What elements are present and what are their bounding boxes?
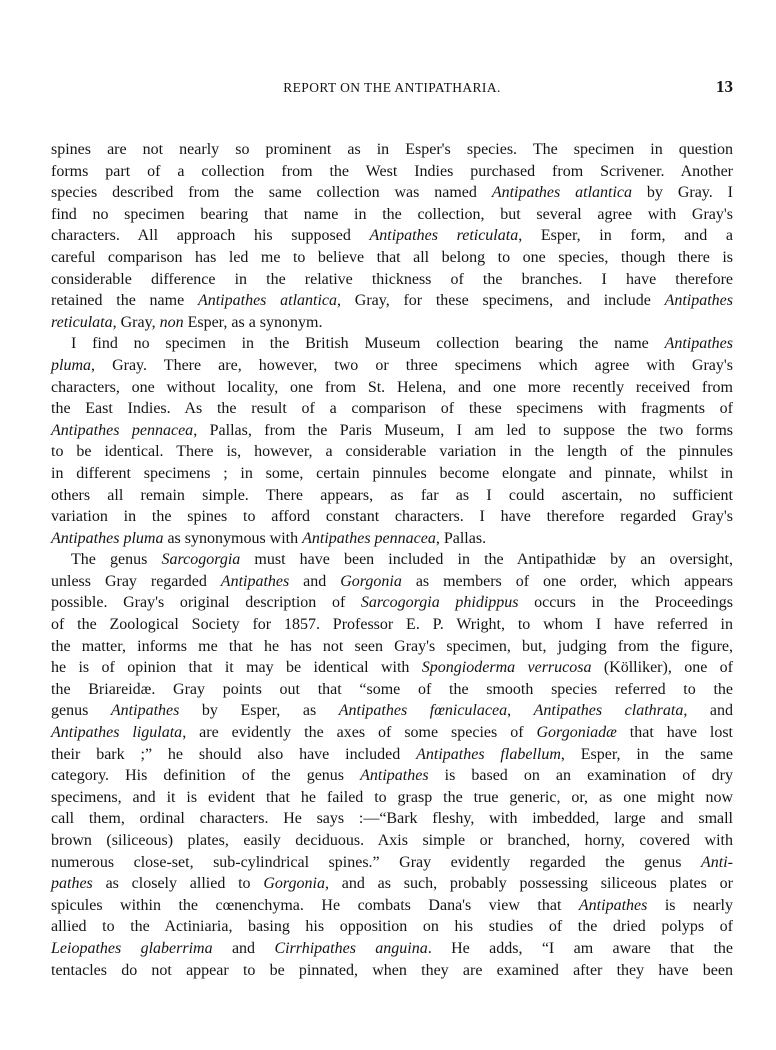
- text-run: . He adds, “I am aware that the: [427, 939, 734, 957]
- text-run: possible. Gray's original description of: [51, 594, 361, 612]
- text-line: [51, 916, 733, 938]
- text-run: ,: [507, 702, 534, 720]
- text-line: [51, 139, 733, 161]
- italic-text: Antipathes fœniculacea: [338, 702, 508, 720]
- text-run: forms part of a collection from the West Indies purchased from Scrivener. Another: [51, 162, 733, 180]
- italic-text: Antipathes: [664, 335, 733, 353]
- text-run: the East Indies. As the result of a comparison of these specimens with fragments of: [51, 400, 733, 418]
- text-run: , Pallas, from the Paris Museum, I am led to suppose the two forms: [193, 421, 733, 439]
- text-line: [51, 808, 733, 830]
- italic-text: Cirrhipathes anguina: [274, 939, 428, 957]
- text-run: to be identical. There is, however, a considerable variation in the length of the pinnules: [51, 443, 733, 461]
- text-line: [51, 873, 733, 895]
- text-line: [51, 700, 733, 722]
- text-run: that have lost: [616, 724, 734, 742]
- italic-text: reticulata: [51, 313, 113, 331]
- italic-text: Antipathes: [110, 702, 180, 720]
- text-run: considerable difference in the relative thickness of the branches. I have therefore: [51, 270, 733, 288]
- text-run: and: [212, 939, 275, 957]
- page-number: 13: [716, 77, 733, 96]
- text-run: spines are not nearly so prominent as in Esper's species. The specimen in question: [51, 141, 733, 158]
- italic-text: Spongioderma verrucosa: [421, 659, 592, 677]
- text-run: , are evidently the axes of some species of: [182, 724, 537, 742]
- text-run: genus: [51, 702, 111, 720]
- text-run: variation in the spines to afford constant characters. I have therefore regarded Gray's: [51, 508, 733, 526]
- text-run: , and: [683, 702, 734, 720]
- italic-text: Antipathes: [664, 292, 733, 310]
- text-run: I find no specimen in the British Museum collection bearing the name: [71, 335, 665, 353]
- text-line: [51, 269, 733, 291]
- text-run: as synonymous with: [163, 529, 303, 547]
- italic-text: Gorgonia: [340, 572, 402, 590]
- text-run: by Gray. I: [632, 184, 733, 202]
- text-line: [51, 938, 733, 960]
- text-run: is nearly: [647, 896, 734, 914]
- text-run: (Kölliker), one of: [591, 659, 734, 677]
- text-run: must have been included in the Antipathidæ by an oversight,: [240, 551, 733, 569]
- text-run: category. His definition of the genus: [51, 767, 361, 785]
- italic-text: Antipathes atlantica: [491, 184, 633, 202]
- italic-text: Leiopathes glaberrima: [51, 939, 213, 957]
- text-line: [51, 441, 733, 463]
- text-run: , Gray,: [112, 313, 160, 331]
- text-line: [51, 398, 733, 420]
- text-line: [51, 549, 733, 571]
- text-run: retained the name: [51, 292, 198, 310]
- italic-text: pathes: [51, 875, 93, 893]
- italic-text: Gorgoniadæ: [536, 724, 617, 742]
- text-run: find no specimen bearing that name in the collection, but several agree with Gray's: [51, 205, 733, 223]
- italic-text: Sarcogorgia phidippus: [360, 594, 519, 612]
- text-run: occurs in the Proceedings: [518, 594, 734, 612]
- italic-text: Sarcogorgia: [161, 551, 241, 569]
- text-line: [51, 614, 733, 636]
- italic-text: Antipathes: [220, 572, 290, 590]
- text-run: others all remain simple. There appears, as far as I could ascertain, no sufficient: [51, 486, 733, 504]
- text-run: he is of opinion that it may be identical with: [51, 659, 422, 677]
- text-line: [51, 895, 733, 917]
- page-header: [51, 77, 733, 99]
- italic-text: pluma: [51, 356, 91, 374]
- text-run: the matter, informs me that he has not seen Gray's specimen, but, judging from the figure,: [51, 637, 733, 655]
- text-run: , Esper, in the same: [560, 745, 734, 763]
- italic-text: Antipathes: [360, 767, 429, 785]
- text-run: , Gray, for these specimens, and include: [337, 292, 665, 310]
- text-run: , Esper, in form, and a: [518, 227, 733, 245]
- paragraph: [51, 549, 733, 981]
- text-run: The genus: [71, 551, 162, 569]
- text-line: [51, 463, 733, 485]
- text-line: [51, 744, 733, 766]
- text-line: [51, 161, 733, 183]
- italic-text: Antipathes atlantica: [197, 292, 338, 310]
- text-run: numerous close-set, sub-cylindrical spines.” Gray evidently regarded the genus: [51, 853, 701, 871]
- text-line: [51, 312, 733, 334]
- text-run: by Esper, as: [179, 702, 339, 720]
- text-run: as closely allied to: [92, 875, 264, 893]
- text-line: [51, 722, 733, 744]
- text-run: careful comparison has led me to believe that all belong to one species, though there is: [51, 248, 733, 266]
- text-run: characters. All approach his supposed: [51, 227, 370, 245]
- text-line: [51, 225, 733, 247]
- text-line: [51, 787, 733, 809]
- text-line: [51, 830, 733, 852]
- text-line: [51, 182, 733, 204]
- italic-text: non: [159, 313, 184, 331]
- text-line: [51, 636, 733, 658]
- text-line: [51, 506, 733, 528]
- text-run: , and as such, probably possessing siliceous plates or: [324, 875, 733, 893]
- text-run: is based on an examination of dry: [428, 767, 733, 785]
- text-line: [51, 657, 733, 679]
- body-text: [51, 139, 733, 981]
- text-line: [51, 679, 733, 701]
- text-line: [51, 592, 733, 614]
- italic-text: Antipathes pluma: [51, 529, 164, 547]
- italic-text: Anti-: [701, 853, 733, 871]
- text-line: [51, 960, 733, 982]
- text-run: spicules within the cœnenchyma. He combats Dana's view that: [51, 896, 579, 914]
- text-line: [51, 528, 733, 550]
- text-line: [51, 377, 733, 399]
- text-run: , Pallas.: [435, 529, 487, 547]
- italic-text: Gorgonia: [263, 875, 325, 893]
- italic-text: Antipathes ligulata: [51, 724, 183, 742]
- text-line: [51, 247, 733, 269]
- text-run: , Gray. There are, however, two or three specimens which agree with Gray's: [91, 356, 733, 374]
- italic-text: Antipathes reticulata: [369, 227, 519, 245]
- text-run: allied to the Actiniaria, basing his opposition on his studies of the dried polyps of: [51, 918, 733, 936]
- italic-text: Antipathes: [578, 896, 648, 914]
- text-run: specimens, and it is evident that he failed to grasp the true generic, or, as one might now: [51, 788, 733, 806]
- text-run: in different specimens ; in some, certain pinnules become elongate and pinnate, whilst in: [51, 464, 733, 482]
- running-title: REPORT ON THE ANTIPATHARIA.: [283, 80, 501, 95]
- text-line: [51, 765, 733, 787]
- text-line: [51, 333, 733, 355]
- text-run: call them, ordinal characters. He says :—“Bark fleshy, with imbedded, large and small: [51, 810, 733, 828]
- text-run: species described from the same collection was named: [51, 184, 492, 202]
- text-line: [51, 420, 733, 442]
- italic-text: Antipathes flabellum: [416, 745, 561, 763]
- text-line: [51, 571, 733, 593]
- text-run: characters, one without locality, one from St. Helena, and one more recently received from: [51, 378, 733, 396]
- text-run: of the Zoological Society for 1857. Professor E. P. Wright, to whom I have referred in: [51, 616, 733, 634]
- text-run: brown (siliceous) plates, easily deciduous. Axis simple or branched, horny, covered with: [51, 832, 733, 849]
- text-line: [51, 852, 733, 874]
- text-line: [51, 355, 733, 377]
- text-run: the Briareidæ. Gray points out that “some of the smooth species referred to the: [51, 680, 733, 698]
- text-run: their bark ;” he should also have included: [51, 745, 417, 763]
- text-line: [51, 290, 733, 312]
- text-run: unless Gray regarded: [51, 572, 221, 590]
- text-line: [51, 204, 733, 226]
- text-run: and: [289, 572, 341, 590]
- text-run: Esper, as a synonym.: [183, 313, 323, 331]
- italic-text: Antipathes clathrata: [533, 702, 684, 720]
- paragraph: [51, 139, 733, 333]
- paragraph: [51, 333, 733, 549]
- text-line: [51, 485, 733, 507]
- text-run: as members of one order, which appears: [401, 572, 733, 590]
- italic-text: Antipathes pennacea: [51, 421, 194, 439]
- italic-text: Antipathes pennacea: [302, 529, 436, 547]
- text-run: tentacles do not appear to be pinnated, when they are examined after they have been: [51, 961, 733, 979]
